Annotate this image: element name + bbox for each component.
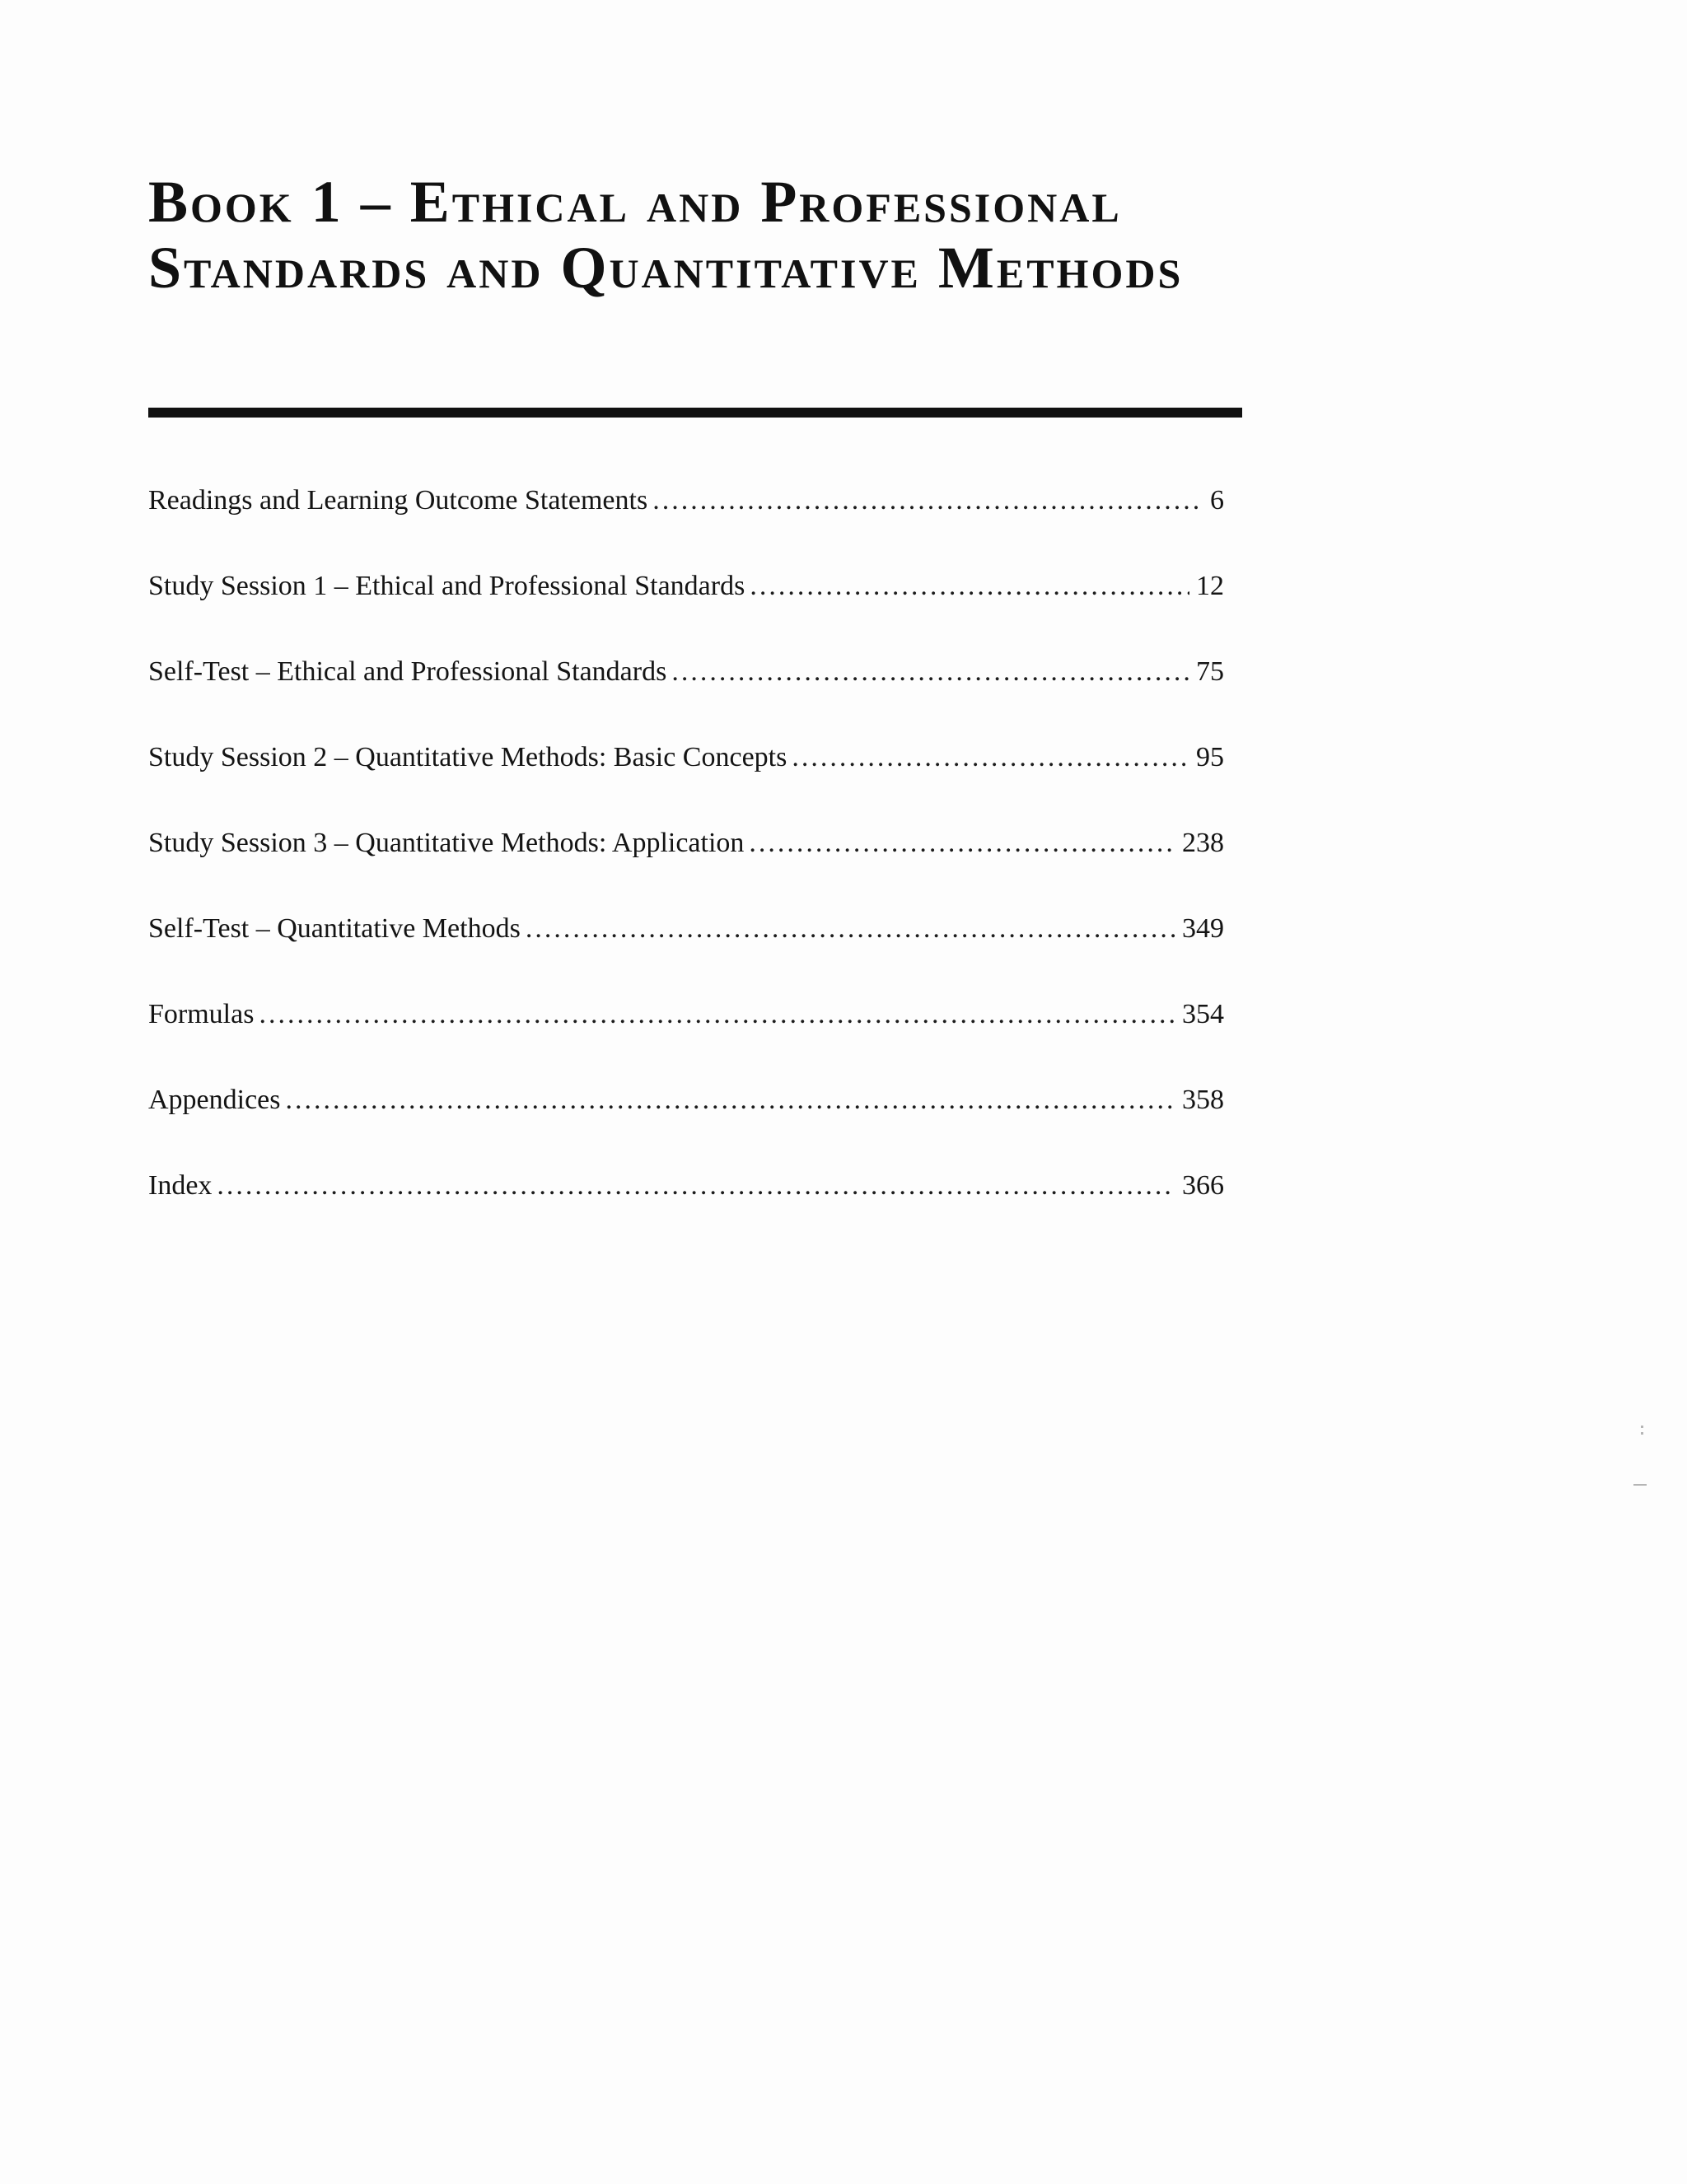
- toc-entry[interactable]: [148, 647, 1224, 733]
- toc-dot-leader: [792, 733, 1189, 782]
- toc-entry-label: Formulas: [148, 999, 255, 1029]
- title-rule: [148, 408, 1242, 418]
- toc-dot-leader: [652, 476, 1203, 525]
- toc-entry[interactable]: [148, 904, 1224, 990]
- scan-artifact-mark: [1641, 1432, 1643, 1435]
- toc-dot-leader: [750, 562, 1189, 611]
- toc-entry-label: Appendices: [148, 1085, 281, 1115]
- scan-artifact-mark: [1641, 1426, 1643, 1428]
- toc-entry-label: Study Session 3 – Quantitative Methods: Application: [148, 828, 745, 858]
- toc-page-number: 238: [1182, 828, 1224, 858]
- toc-dot-leader: [671, 647, 1189, 697]
- toc-page-number: 358: [1182, 1085, 1224, 1115]
- toc-entry[interactable]: [148, 476, 1224, 562]
- toc-entry-label: Study Session 1 – Ethical and Professional Standards: [148, 571, 745, 601]
- toc-entry-label: Study Session 2 – Quantitative Methods: Basic Concepts: [148, 742, 787, 772]
- toc-entry[interactable]: [148, 819, 1224, 904]
- toc-entry[interactable]: [148, 562, 1224, 647]
- toc-dot-leader: [526, 904, 1175, 954]
- toc-dot-leader: [259, 990, 1175, 1039]
- toc-entry-label: Readings and Learning Outcome Statements: [148, 485, 648, 516]
- toc-entry[interactable]: [148, 1161, 1224, 1247]
- toc-page-number: 6: [1210, 485, 1224, 516]
- toc-entry-label: Self-Test – Quantitative Methods: [148, 913, 521, 944]
- scan-artifact-mark: [1633, 1484, 1647, 1486]
- toc-entry[interactable]: [148, 733, 1224, 819]
- toc-entry-label: Index: [148, 1170, 213, 1201]
- table-of-contents: [148, 476, 1224, 1247]
- toc-page-number: 12: [1196, 571, 1224, 601]
- toc-entry[interactable]: [148, 1076, 1224, 1161]
- toc-entry-label: Self-Test – Ethical and Professional Standards: [148, 656, 667, 687]
- toc-dot-leader: [286, 1076, 1175, 1125]
- toc-page-number: 354: [1182, 999, 1224, 1029]
- toc-page-number: 75: [1196, 656, 1224, 687]
- toc-page-number: 349: [1182, 913, 1224, 944]
- toc-dot-leader: [217, 1161, 1175, 1211]
- toc-entry[interactable]: [148, 990, 1224, 1076]
- toc-dot-leader: [749, 819, 1175, 868]
- page-title: Book 1 – Ethical and Professional Standards and Quantitative Methods: [148, 169, 1184, 301]
- toc-page-number: 366: [1182, 1170, 1224, 1201]
- toc-page-number: 95: [1196, 742, 1224, 772]
